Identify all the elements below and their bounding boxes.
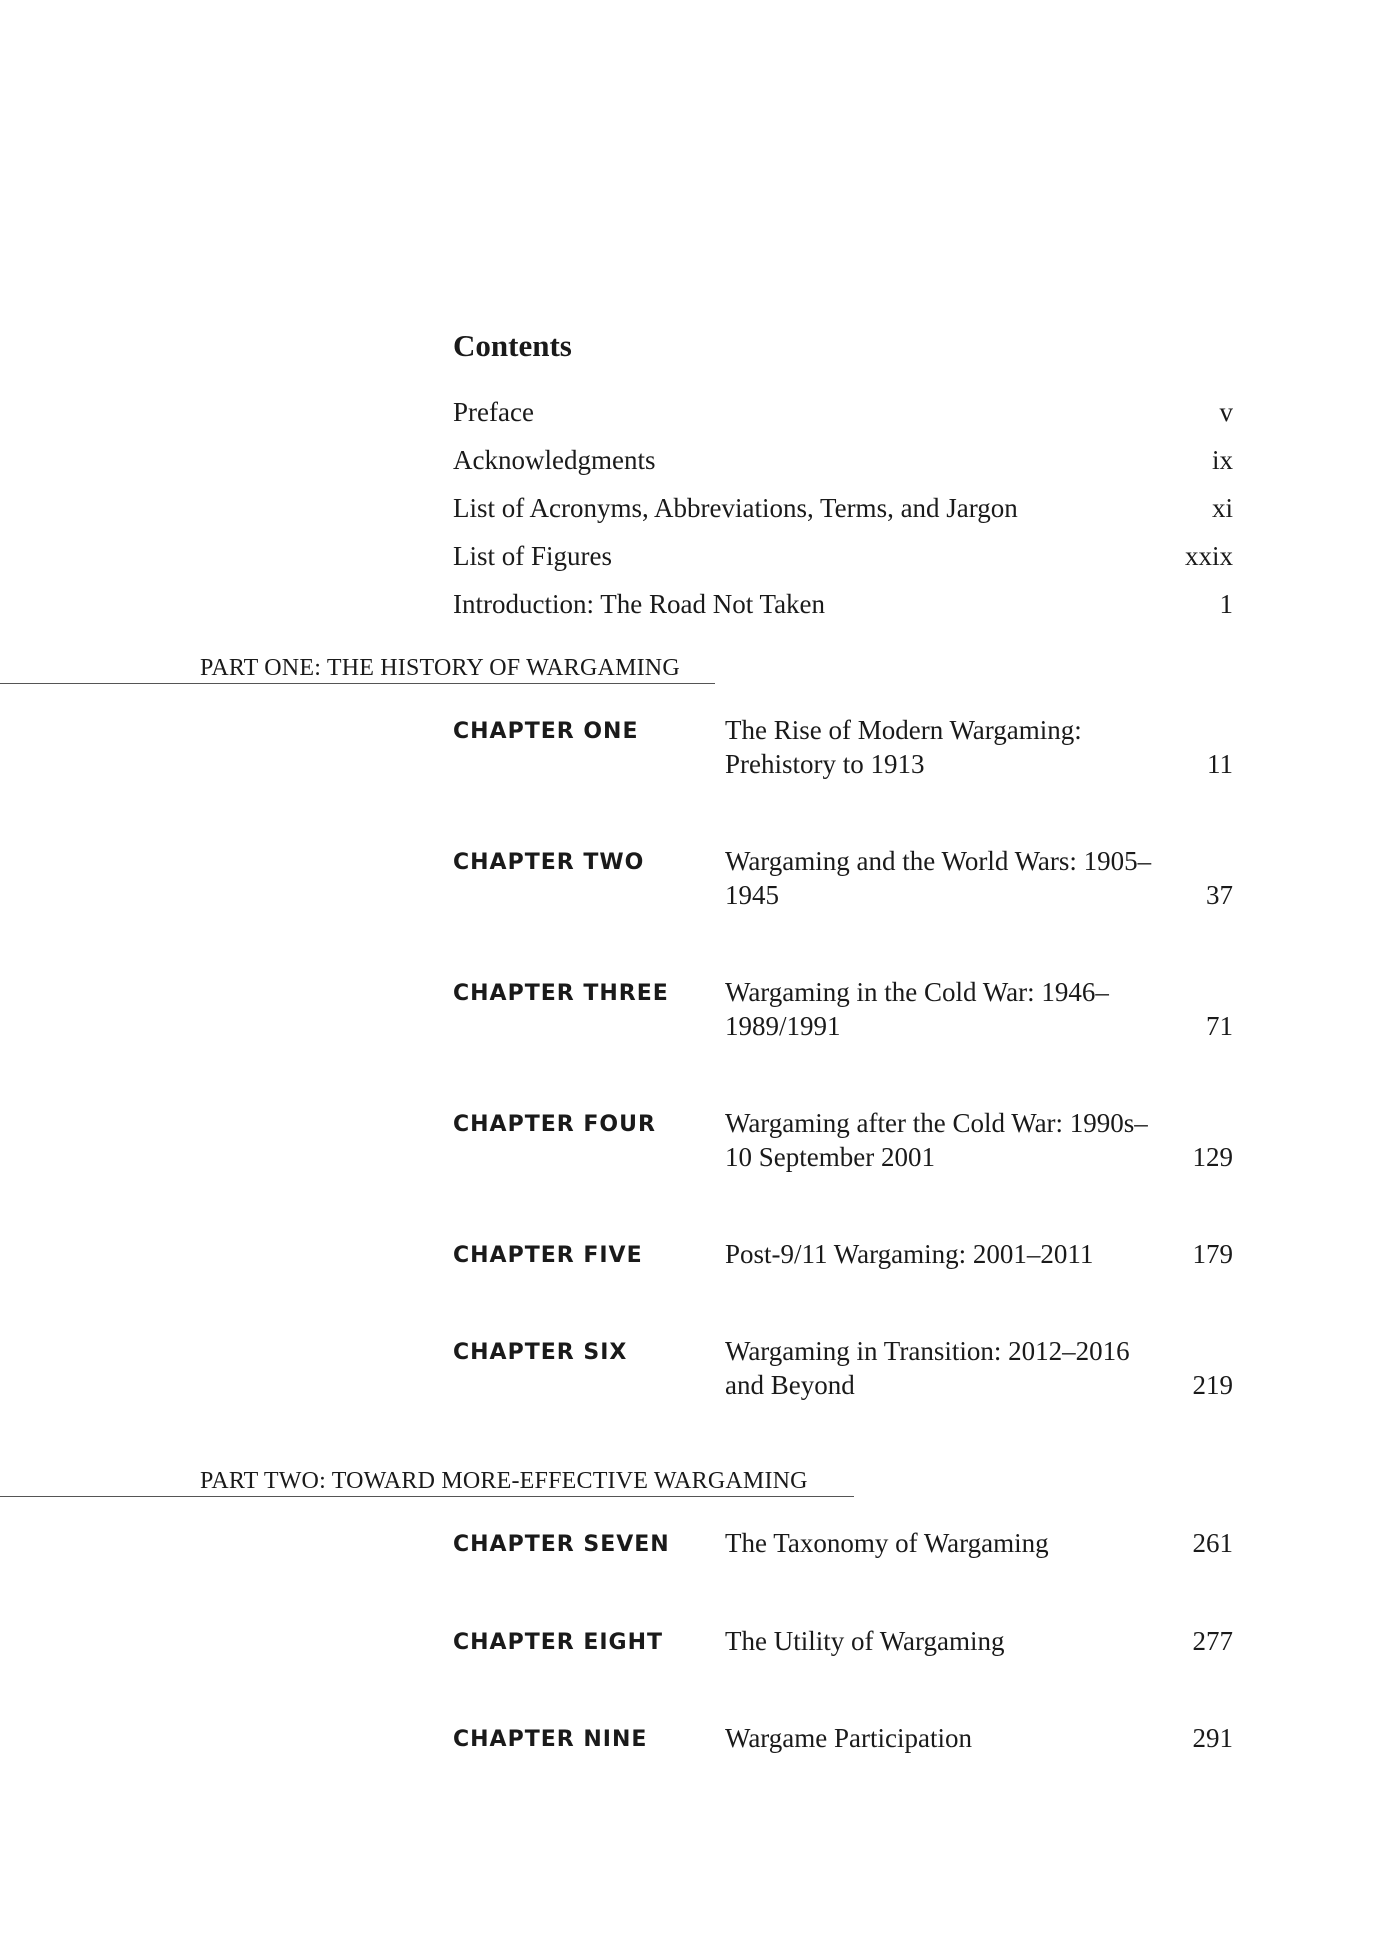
toc-entry-acknowledgments[interactable] bbox=[453, 440, 1233, 480]
toc-chapter-six[interactable] bbox=[453, 1334, 1233, 1414]
toc-chapter-eight[interactable] bbox=[453, 1624, 1233, 1664]
chapter-title: Wargaming in the Cold War: 1946–1989/1991 bbox=[725, 977, 1109, 1041]
part-heading-text: PART ONE: THE HISTORY OF WARGAMING bbox=[200, 655, 680, 681]
chapter-page: 291 bbox=[1192, 1723, 1233, 1753]
chapter-page: 261 bbox=[1192, 1528, 1233, 1558]
chapter-title: The Taxonomy of Wargaming bbox=[725, 1528, 1049, 1558]
toc-chapter-one[interactable] bbox=[453, 713, 1233, 793]
toc-chapter-nine[interactable] bbox=[453, 1721, 1233, 1761]
chapter-page: 37 bbox=[1206, 880, 1233, 910]
toc-chapter-five[interactable] bbox=[453, 1237, 1233, 1277]
chapter-label: CHAPTER FOUR bbox=[453, 1112, 656, 1137]
chapter-title: Wargaming and the World Wars: 1905–1945 bbox=[725, 846, 1152, 910]
chapter-title: The Rise of Modern Wargaming: Prehistory to 1913 bbox=[725, 715, 1082, 779]
toc-entry-page: v bbox=[1219, 397, 1233, 427]
chapter-label: CHAPTER FIVE bbox=[453, 1243, 643, 1268]
chapter-label: CHAPTER THREE bbox=[453, 981, 669, 1006]
toc-entry-label: List of Figures bbox=[453, 541, 612, 571]
chapter-page: 179 bbox=[1192, 1239, 1233, 1269]
toc-entry-preface[interactable] bbox=[453, 392, 1233, 432]
chapter-title: Post-9/11 Wargaming: 2001–2011 bbox=[725, 1239, 1094, 1269]
part-two-heading bbox=[0, 1466, 854, 1497]
chapter-title: Wargaming in Transition: 2012–2016 and Beyond bbox=[725, 1336, 1130, 1400]
toc-entry-page: 1 bbox=[1219, 589, 1233, 619]
toc-chapter-four[interactable] bbox=[453, 1106, 1233, 1186]
toc-entry-label: Acknowledgments bbox=[453, 445, 656, 475]
chapter-page: 129 bbox=[1192, 1142, 1233, 1172]
chapter-page: 219 bbox=[1192, 1370, 1233, 1400]
chapter-title: The Utility of Wargaming bbox=[725, 1626, 1005, 1656]
chapter-label: CHAPTER TWO bbox=[453, 850, 645, 875]
chapter-label: CHAPTER SEVEN bbox=[453, 1532, 670, 1557]
toc-entry-label: Preface bbox=[453, 397, 534, 427]
chapter-label: CHAPTER NINE bbox=[453, 1727, 648, 1752]
chapter-page: 277 bbox=[1192, 1626, 1233, 1656]
part-heading-text: PART TWO: TOWARD MORE-EFFECTIVE WARGAMING bbox=[200, 1468, 808, 1494]
toc-entry-label: List of Acronyms, Abbreviations, Terms, and Jargon bbox=[453, 493, 1018, 523]
chapter-page: 71 bbox=[1206, 1011, 1233, 1041]
chapter-page: 11 bbox=[1207, 749, 1233, 779]
toc-chapter-two[interactable] bbox=[453, 844, 1233, 924]
part-one-heading bbox=[0, 653, 715, 684]
chapter-label: CHAPTER SIX bbox=[453, 1340, 628, 1365]
chapter-label: CHAPTER EIGHT bbox=[453, 1630, 664, 1655]
toc-entry-page: ix bbox=[1211, 445, 1233, 475]
chapter-title: Wargaming after the Cold War: 1990s–10 September 2001 bbox=[725, 1108, 1148, 1172]
page-title: Contents bbox=[453, 328, 572, 363]
toc-entry-page: xxix bbox=[1184, 541, 1233, 571]
toc-chapter-three[interactable] bbox=[453, 975, 1233, 1055]
toc-entry-page: xi bbox=[1211, 493, 1233, 523]
chapter-title: Wargame Participation bbox=[725, 1723, 972, 1753]
toc-entry-acronyms[interactable] bbox=[453, 488, 1233, 528]
toc-entry-introduction[interactable] bbox=[453, 584, 1233, 624]
toc-chapter-seven[interactable] bbox=[453, 1526, 1233, 1566]
chapter-label: CHAPTER ONE bbox=[453, 719, 639, 744]
toc-entry-label: Introduction: The Road Not Taken bbox=[453, 589, 826, 619]
toc-entry-figures[interactable] bbox=[453, 536, 1233, 576]
